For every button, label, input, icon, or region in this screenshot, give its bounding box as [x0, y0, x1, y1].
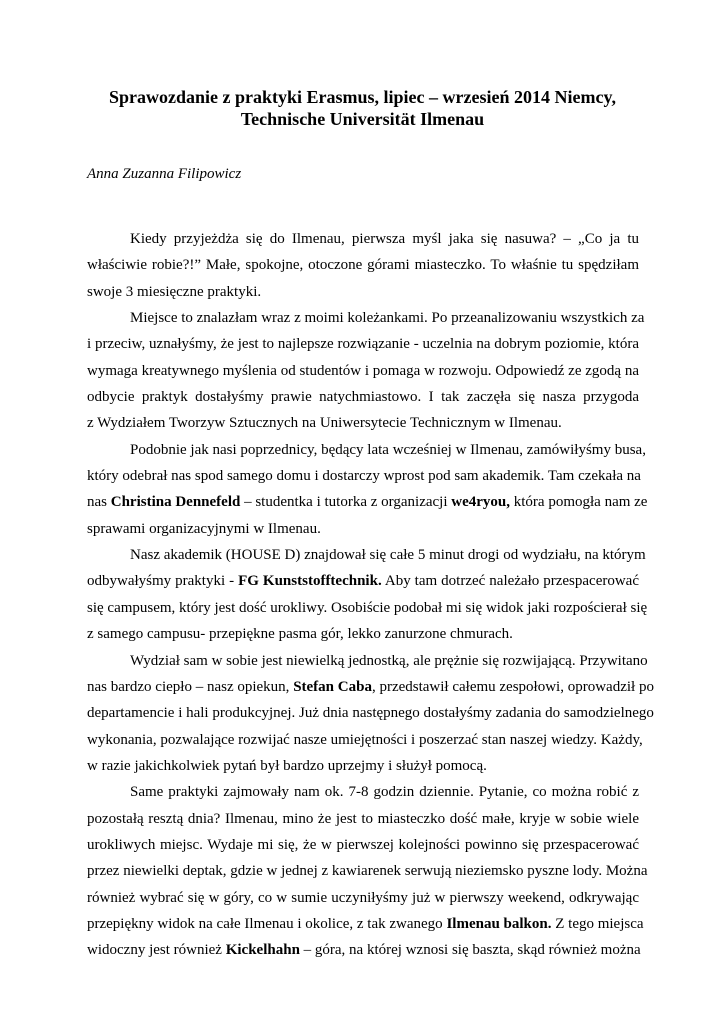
text-line: który odebrał nas spod samego domu i dostarczy wprost pod sam akademik. Tam czekała na — [87, 468, 641, 485]
tutor-name: Christina Dennefeld — [110, 494, 241, 511]
document-title — [60, 86, 665, 130]
text-line: pozostałą resztą dnia? Ilmenau, mino że jest to miasteczko dość małe, kryje w sobie wiele — [87, 810, 639, 827]
text-line: Podobnie jak nasi poprzednicy, będący lata wcześniej w Ilmenau, zamówiłyśmy busa, — [130, 441, 646, 458]
text-line: Wydział sam w sobie jest niewielką jednostką, ale prężnie się rozwijającą. Przywitano — [130, 652, 648, 669]
text-line: właściwie robie?!” Małe, spokojne, otoczone górami miasteczko. To właśnie tu spędziłam — [87, 257, 639, 274]
text-line: widoczny jest również Kickelhahn – góra, na której wznosi się baszta, skąd również można — [87, 942, 641, 959]
text-line: się campusem, który jest dość urokliwy. Osobiście podobał mi się widok jaki rozpościerał się — [87, 599, 648, 616]
text-line: nas bardzo ciepło – nasz opiekun, Stefan Caba, przedstawił całemu zespołowi, oprowadził po — [87, 678, 654, 695]
text-line: przepiękny widok na całe Ilmenau i okolice, z tak zwanego Ilmenau balkon. Z tego miejsca — [87, 915, 644, 932]
text-line: odbycie praktyk dostałyśmy prawie natychmiastowo. I tak zaczęła się nasza przygoda — [87, 389, 639, 406]
organization-name: we4ryou, — [451, 494, 511, 511]
text-line: Miejsce to znalazłam wraz z moimi koleżankami. Po przeanalizowaniu wszystkich za — [130, 310, 645, 327]
text-line: z Wydziałem Tworzyw Sztucznych na Uniwersytecie Technicznym w Ilmenau. — [87, 415, 562, 432]
supervisor-name: Stefan Caba — [293, 678, 372, 695]
place-name: Ilmenau balkon. — [446, 915, 552, 932]
text-line: i przeciw, uznałyśmy, że jest to najlepsze rozwiązanie - uczelnia na dobrym poziomie, która — [87, 336, 639, 353]
text-line: z samego campusu- przepiękne pasma gór, lekko zanurzone chmurach. — [87, 626, 513, 643]
title-line-1: Sprawozdanie z praktyki Erasmus, lipiec – wrzesień 2014 Niemcy, — [109, 87, 616, 107]
text-line: Kiedy przyjeżdża się do Ilmenau, pierwsza myśl jaka się nasuwa? – „Co ja tu — [130, 231, 639, 247]
report-body — [87, 226, 654, 964]
text-line: swoje 3 miesięczne praktyki. — [87, 283, 262, 300]
text-line: w razie jakichkolwiek pytań był bardzo uprzejmy i służył pomocą. — [87, 757, 487, 774]
text-line: Same praktyki zajmowały nam ok. 7-8 godzin dziennie. Pytanie, co można robić z — [130, 784, 639, 801]
department-name: FG Kunststofftechnik. — [238, 573, 382, 590]
text-line: wymaga kreatywnego myślenia od studentów i pomaga w rozwoju. Odpowiedź ze zgodą na — [87, 362, 639, 379]
text-line: również wybrać się w góry, co w sumie uczyniłyśmy już w pierwszy weekend, odkrywając — [87, 889, 639, 906]
title-line-2: Technische Universität Ilmenau — [240, 109, 485, 129]
text-line: sprawami organizacyjnymi w Ilmenau. — [87, 520, 321, 537]
author-name: Anna Zuzanna Filipowicz — [87, 166, 242, 182]
text-line: odbywałyśmy praktyki - FG Kunststofftechnik. Aby tam dotrzeć należało przespacerować — [87, 573, 639, 590]
mountain-name: Kickelhahn — [225, 942, 300, 959]
text-line: urokliwych miejsc. Wydaje mi się, że w pierwszej kolejności powinno się przespacerować — [87, 836, 639, 853]
text-line: nas Christina Dennefeld – studentka i tutorka z organizacji we4ryou, która pomogła nam ze — [87, 494, 648, 511]
text-line: przez niewielki deptak, gdzie w jednej z kawiarenek serwują nieziemsko pyszne lody. Można — [87, 863, 648, 880]
text-line: departamencie i hali produkcyjnej. Już dnia następnego dostałyśmy zadania do samodzielnego — [87, 705, 654, 722]
text-line: Nasz akademik (HOUSE D) znajdował się całe 5 minut drogi od wydziału, na którym — [130, 547, 646, 564]
text-line: wykonania, pozwalające rozwijać nasze umiejętności i poszerzać stan naszej wiedzy. Każdy, — [87, 731, 643, 748]
